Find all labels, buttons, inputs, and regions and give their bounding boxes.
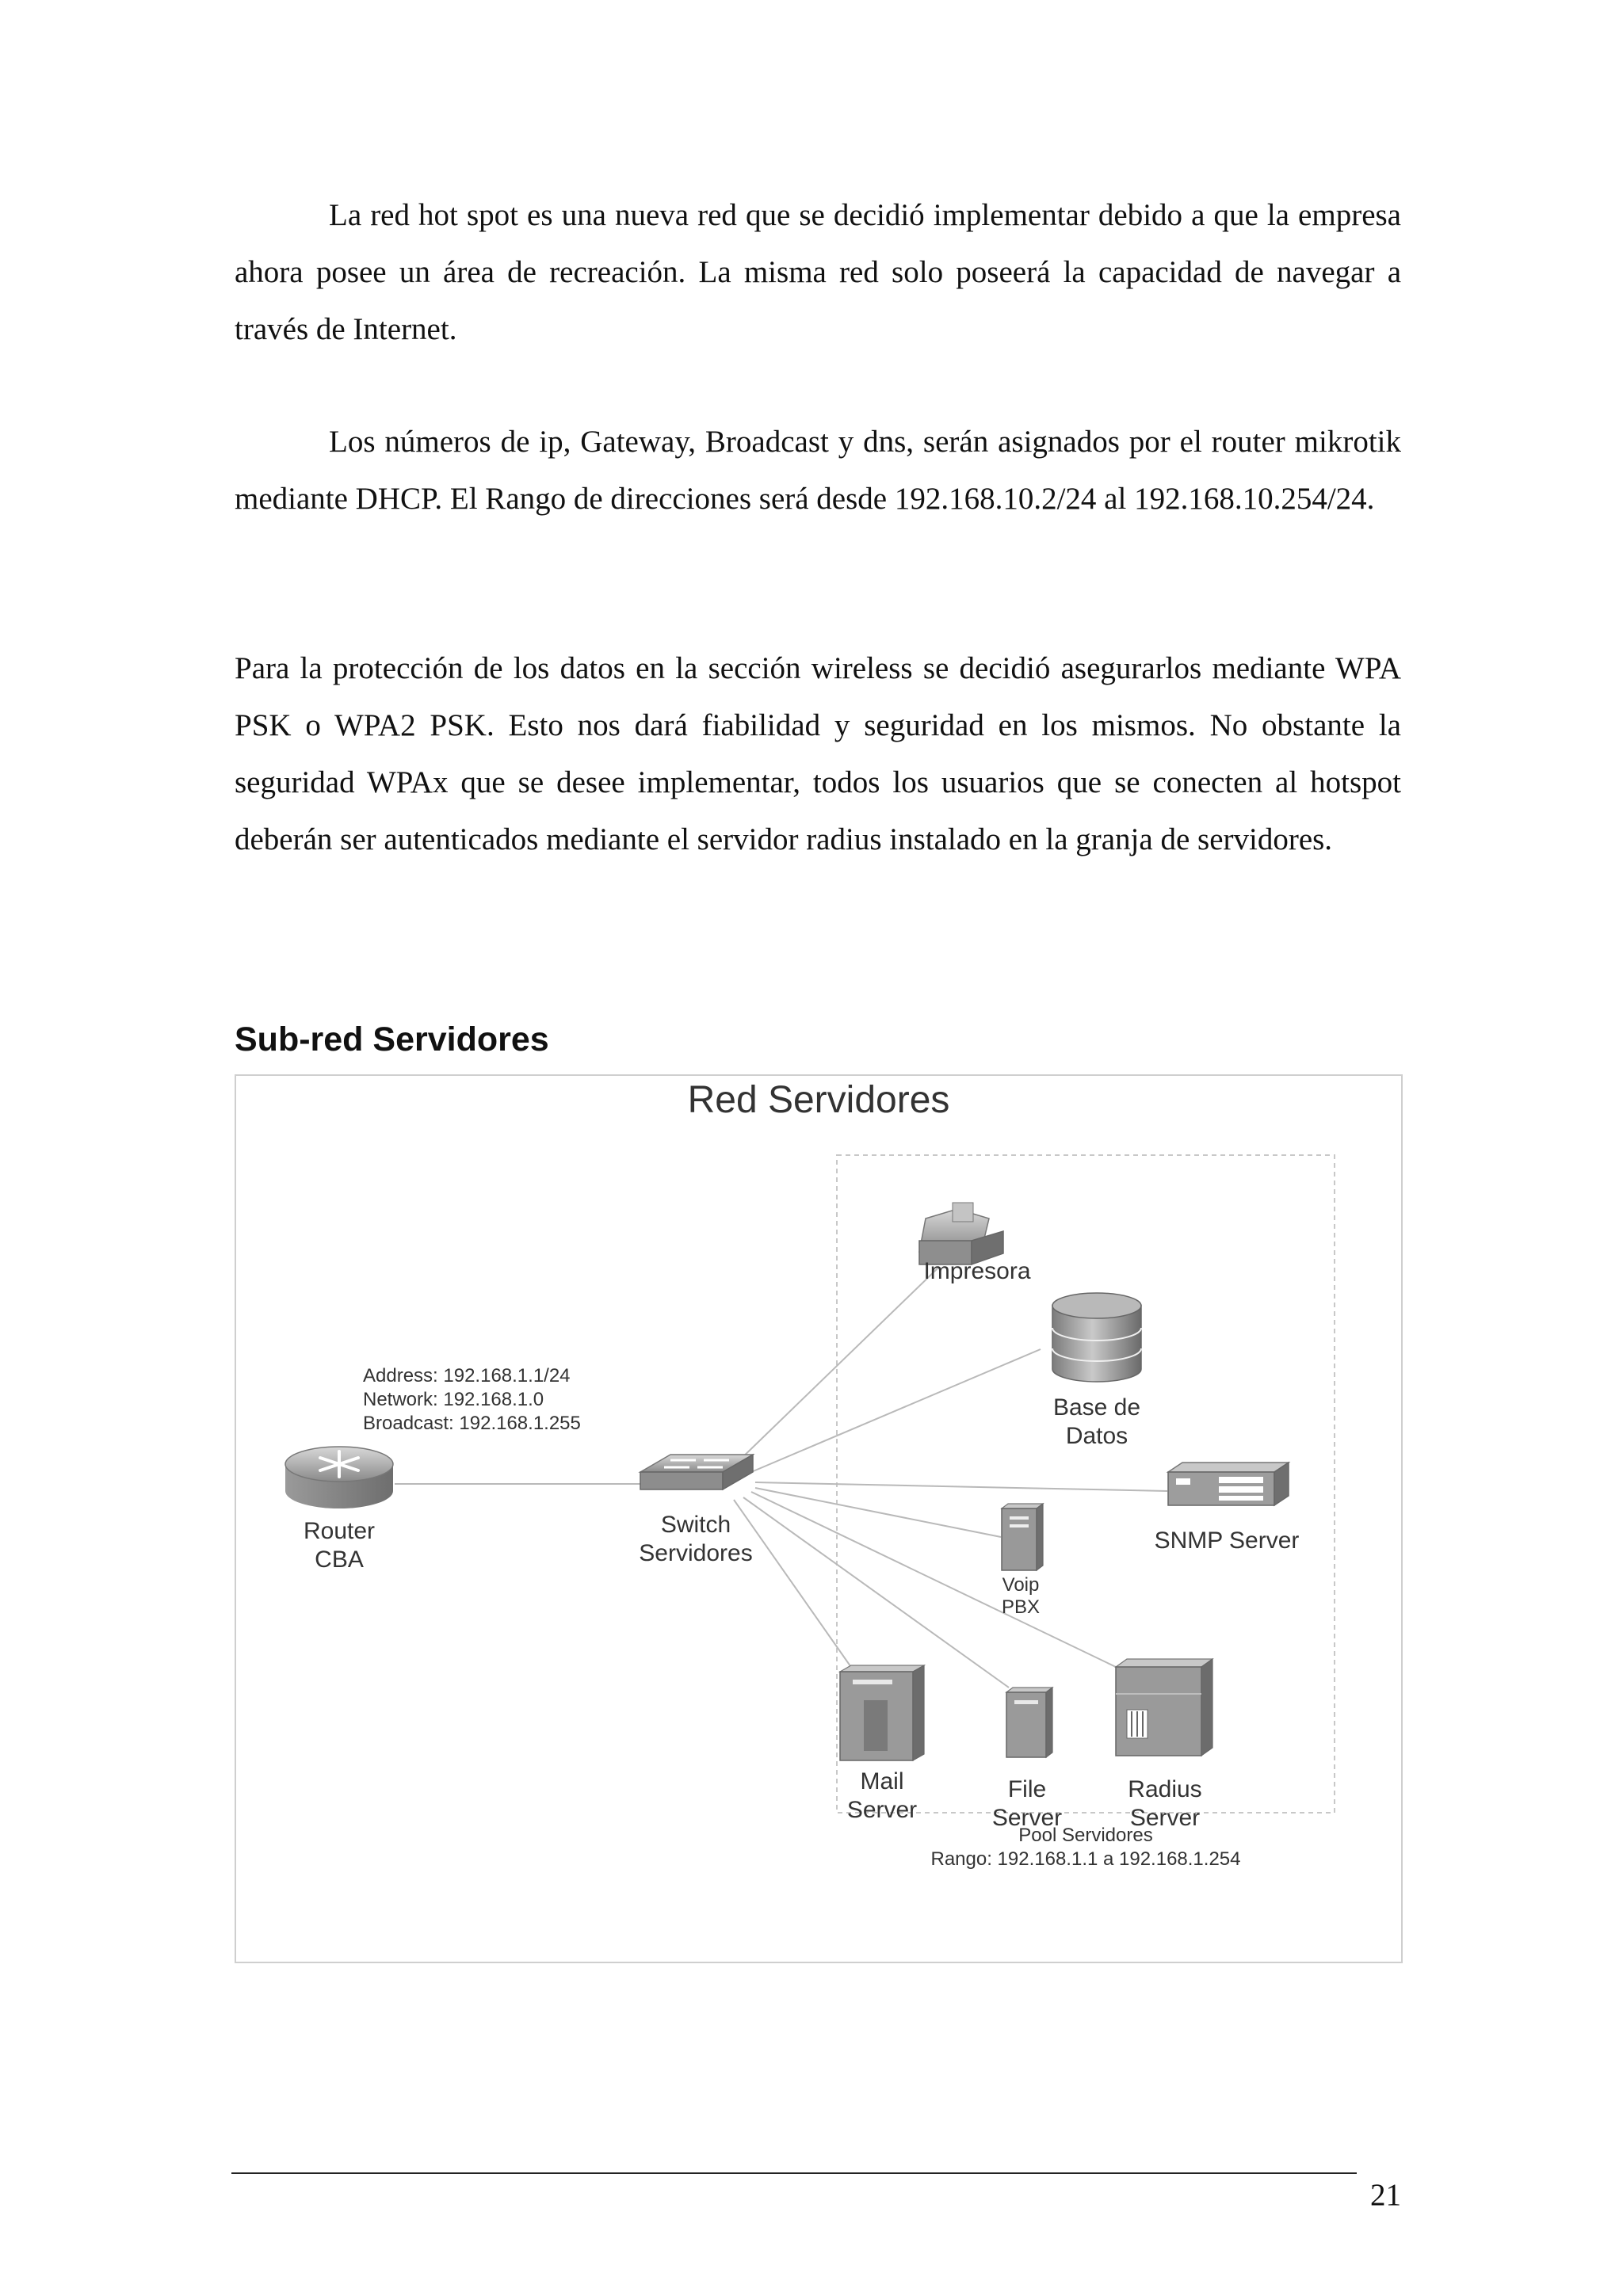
- mail-server-label-2: Server: [846, 1797, 918, 1823]
- section-title: Sub-red Servidores: [235, 1020, 549, 1058]
- database-label-2: Datos: [1065, 1423, 1128, 1449]
- voip-label-1: Voip: [1002, 1574, 1040, 1596]
- mail-server-icon: [840, 1665, 924, 1760]
- database-icon: [1052, 1293, 1141, 1382]
- switch-icon: [640, 1455, 753, 1489]
- switch-file-link: [743, 1497, 1009, 1688]
- switch-mail-link: [734, 1500, 854, 1672]
- voip-label-2: PBX: [1001, 1596, 1041, 1618]
- diagram-title: Red Servidores: [687, 1079, 950, 1121]
- radius-server-label-1: Radius: [1128, 1776, 1202, 1802]
- switch-label-2: Servidores: [639, 1540, 753, 1566]
- paragraph-hotspot-intro: La red hot spot es una nueva red que se decidió implementar debido a que la empresa ahora posee un área de recreación. La misma red solo poseerá la capacidad de navegar a través de Internet.: [235, 198, 1401, 346]
- pool-servers-label: Pool Servidores: [1018, 1825, 1153, 1846]
- snmp-server-label: SNMP Server: [1154, 1527, 1300, 1554]
- printer-label: Impresora: [923, 1258, 1031, 1284]
- switch-database-link: [751, 1349, 1041, 1472]
- file-server-icon: [1006, 1688, 1052, 1757]
- radius-server-icon: [1116, 1659, 1212, 1756]
- router-info-address: Address: 192.168.1.1/24: [363, 1365, 571, 1386]
- router-label-2: CBA: [315, 1547, 364, 1573]
- voip-pbx-icon: [1002, 1504, 1043, 1570]
- switch-snmp-link: [755, 1482, 1167, 1491]
- switch-voip-link: [755, 1488, 1001, 1537]
- printer-icon: [919, 1203, 1003, 1264]
- file-server-label-2: Server: [991, 1805, 1063, 1831]
- router-icon: [285, 1447, 393, 1508]
- router-info-broadcast: Broadcast: 192.168.1.255: [363, 1413, 581, 1434]
- paragraph-dhcp-range: Los números de ip, Gateway, Broadcast y dns, serán asignados por el router mikrotik mediante DHCP. El Rango de direcciones será desde 192.168.10.2/24 al 192.168.10.254/24.: [235, 425, 1401, 516]
- switch-radius-link: [751, 1492, 1116, 1667]
- radius-server-label-2: Server: [1129, 1805, 1201, 1831]
- network-diagram-svg: [236, 1076, 1401, 1962]
- connection-lines: [395, 1268, 1167, 1688]
- router-label-1: Router: [303, 1518, 376, 1544]
- snmp-server-icon: [1168, 1463, 1289, 1505]
- router-info-network: Network: 192.168.1.0: [363, 1389, 544, 1410]
- network-diagram: [235, 1074, 1403, 1963]
- router-info: [363, 1365, 581, 1434]
- footer-divider: [231, 2172, 1357, 2174]
- database-label-1: Base de: [1052, 1394, 1141, 1421]
- page-number: 21: [1370, 2178, 1401, 2212]
- switch-label-1: Switch: [660, 1512, 731, 1538]
- file-server-label-1: File: [1007, 1776, 1047, 1802]
- pool-range-label: Rango: 192.168.1.1 a 192.168.1.254: [930, 1848, 1241, 1870]
- mail-server-label-1: Mail: [860, 1768, 904, 1794]
- paragraph-wireless-security: Para la protección de los datos en la sección wireless se decidió asegurarlos mediante WPA PSK o WPA2 PSK. Esto nos dará fiabilidad y seguridad en los mismos. No obstante la seguridad WPAx que se desee implementar, todos los usuarios que se conecten al hotspot deberán ser autenticados mediante el servidor radius instalado en la granja de servidores.: [235, 651, 1401, 856]
